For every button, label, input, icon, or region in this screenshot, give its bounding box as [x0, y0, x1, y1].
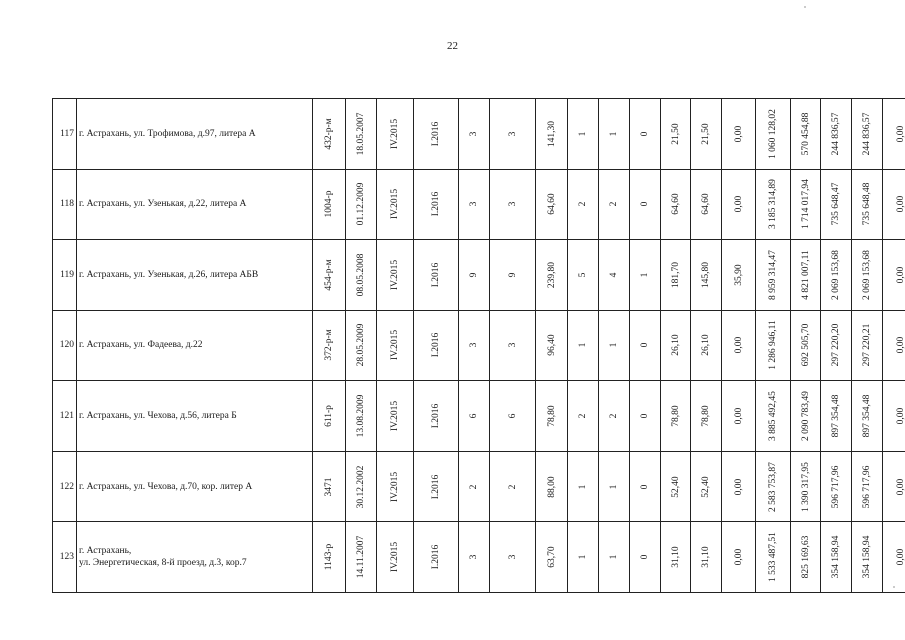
- cell-value: 52,40: [670, 475, 681, 498]
- value-cell: [630, 451, 661, 522]
- value-cell: [459, 451, 490, 522]
- cell-value: 1: [578, 131, 588, 137]
- address-cell: [77, 451, 313, 522]
- value-cell: [722, 99, 756, 170]
- cell-value: 0,00: [733, 407, 744, 425]
- cell-value: 5: [578, 272, 588, 278]
- value-cell: [722, 381, 756, 452]
- value-cell: [490, 99, 536, 170]
- value-cell: [536, 381, 568, 452]
- value-cell: [568, 99, 599, 170]
- cell-value: 0,00: [733, 196, 744, 213]
- cell-value: 0,00: [895, 337, 905, 354]
- value-cell: [568, 169, 599, 240]
- value-cell: [377, 522, 414, 593]
- cell-value: 239,80: [546, 261, 557, 288]
- value-cell: [599, 99, 630, 170]
- address-line: г. Астрахань, ул. Узенькая, д.26, литера АБВ: [79, 269, 259, 280]
- value-cell: [722, 522, 756, 593]
- cell-value: 30.12.2002: [356, 465, 366, 508]
- table-row: [53, 99, 905, 170]
- cell-value: 6: [469, 413, 479, 419]
- cell-value: 0: [640, 131, 650, 137]
- cell-value: 4: [609, 272, 619, 278]
- cell-value: 18.05.2007: [356, 112, 366, 156]
- value-cell: [459, 169, 490, 240]
- cell-value: 9: [507, 272, 518, 278]
- cell-value: 0,00: [895, 196, 905, 213]
- value-cell: [346, 310, 377, 381]
- table-row: [53, 451, 905, 522]
- cell-value: 454-р-м: [324, 259, 334, 291]
- cell-value: 3: [507, 554, 518, 560]
- cell-value: 26,10: [701, 334, 711, 357]
- cell-value: 0: [640, 343, 650, 348]
- cell-value: 2: [609, 201, 619, 207]
- value-cell: [691, 240, 722, 311]
- cell-value: 52,40: [701, 475, 711, 498]
- cell-value: 64,60: [546, 193, 557, 216]
- value-cell: [414, 240, 459, 311]
- cell-value: 14.11.2007: [356, 535, 366, 579]
- cell-value: IV.2015: [390, 400, 400, 432]
- value-cell: [852, 451, 883, 522]
- table-row: [53, 522, 905, 593]
- cell-value: 1: [609, 484, 619, 489]
- cell-value: I.2016: [431, 333, 441, 358]
- value-cell: [313, 99, 346, 170]
- value-cell: [490, 381, 536, 452]
- value-cell: [346, 99, 377, 170]
- cell-value: 181,70: [670, 261, 681, 288]
- cell-value: 0: [640, 484, 650, 489]
- value-cell: [756, 381, 791, 452]
- value-cell: [630, 169, 661, 240]
- cell-value: 825 169,63: [800, 535, 811, 579]
- value-cell: [313, 522, 346, 593]
- value-cell: [599, 381, 630, 452]
- value-cell: [756, 169, 791, 240]
- cell-value: 1: [609, 131, 619, 137]
- row-number: 118: [53, 169, 77, 240]
- address-cell: [77, 381, 313, 452]
- cell-value: 570 454,88: [800, 112, 811, 156]
- cell-value: 21,50: [670, 123, 681, 145]
- cell-value: 3: [469, 131, 479, 137]
- address-cell: [77, 310, 313, 381]
- page-number: 22: [447, 40, 458, 52]
- value-cell: [756, 99, 791, 170]
- cell-value: IV.2015: [390, 189, 400, 220]
- table-row: [53, 381, 905, 452]
- address-line: ул. Энергетическая, 8-й проезд, д.3, кор.7: [79, 558, 247, 569]
- value-cell: [414, 381, 459, 452]
- value-cell: [722, 310, 756, 381]
- value-cell: [346, 381, 377, 452]
- row-number: 119: [53, 240, 77, 311]
- value-cell: [568, 522, 599, 593]
- cell-value: 145,80: [701, 261, 711, 288]
- cell-value: 3 185 314,89: [768, 179, 778, 230]
- value-cell: [490, 240, 536, 311]
- value-cell: [313, 381, 346, 452]
- cell-value: 354 158,94: [862, 535, 872, 579]
- value-cell: [459, 522, 490, 593]
- value-cell: [459, 240, 490, 311]
- address-line: г. Астрахань, ул. Чехова, д.70, кор. литер А: [79, 481, 253, 492]
- cell-value: 372-р-м: [324, 329, 334, 362]
- cell-value: 78,80: [546, 405, 557, 427]
- value-cell: [536, 240, 568, 311]
- value-cell: [852, 99, 883, 170]
- cell-value: 1 714 017,94: [800, 179, 811, 230]
- cell-value: 0,00: [733, 125, 744, 143]
- cell-value: 141,30: [546, 120, 557, 147]
- value-cell: [852, 240, 883, 311]
- cell-value: 1 533 487,51: [768, 532, 778, 583]
- value-cell: [883, 240, 905, 311]
- value-cell: [883, 99, 905, 170]
- value-cell: [661, 310, 691, 381]
- cell-value: 0: [640, 554, 650, 560]
- address-line: г. Астрахань, ул. Фадеева, д.22: [79, 340, 203, 351]
- cell-value: I.2016: [431, 403, 441, 429]
- value-cell: [459, 99, 490, 170]
- value-cell: [346, 451, 377, 522]
- cell-value: 3471: [324, 477, 334, 497]
- cell-value: 0,00: [895, 548, 905, 566]
- value-cell: [691, 310, 722, 381]
- cell-value: IV.2015: [390, 118, 400, 149]
- cell-value: 0,00: [895, 407, 905, 425]
- cell-value: IV.2015: [390, 542, 400, 573]
- value-cell: [852, 310, 883, 381]
- value-cell: [691, 169, 722, 240]
- cell-value: 0: [640, 201, 650, 207]
- cell-value: 0,00: [895, 266, 905, 284]
- cell-value: I.2016: [431, 121, 441, 147]
- value-cell: [459, 381, 490, 452]
- value-cell: [490, 310, 536, 381]
- value-cell: [791, 240, 821, 311]
- cell-value: 1: [578, 484, 588, 489]
- row-number: 120: [53, 310, 77, 381]
- cell-value: 31,10: [701, 546, 711, 568]
- value-cell: [883, 169, 905, 240]
- table-row: [53, 240, 905, 311]
- value-cell: [313, 451, 346, 522]
- value-cell: [883, 451, 905, 522]
- value-cell: [313, 310, 346, 381]
- cell-value: 596 717,96: [831, 465, 841, 508]
- value-cell: [791, 169, 821, 240]
- cell-value: 6: [507, 413, 518, 419]
- value-cell: [661, 240, 691, 311]
- value-cell: [661, 451, 691, 522]
- value-cell: [536, 451, 568, 522]
- cell-value: 3: [507, 343, 518, 348]
- cell-value: I.2016: [431, 544, 441, 570]
- cell-value: 21,50: [701, 123, 711, 145]
- cell-value: 96,40: [546, 334, 557, 357]
- cell-value: 2: [507, 484, 518, 489]
- value-cell: [599, 240, 630, 311]
- address-line: г. Астрахань, ул. Трофимова, д.97, литера А: [79, 128, 256, 139]
- cell-value: 1 060 128,02: [768, 108, 778, 159]
- address-line: г. Астрахань, ул. Чехова, д.56, литера Б: [79, 411, 237, 422]
- cell-value: 1: [609, 343, 619, 348]
- value-cell: [568, 451, 599, 522]
- value-cell: [490, 169, 536, 240]
- address-cell: [77, 169, 313, 240]
- value-cell: [821, 99, 852, 170]
- address-cell: [77, 240, 313, 311]
- row-number: 122: [53, 451, 77, 522]
- value-cell: [791, 522, 821, 593]
- cell-value: 0,00: [733, 337, 744, 354]
- cell-value: 897 354,48: [831, 394, 841, 438]
- cell-value: 1 286 946,11: [768, 320, 778, 371]
- cell-value: 2: [609, 413, 619, 419]
- value-cell: [346, 522, 377, 593]
- cell-value: 01.12.2009: [356, 182, 366, 226]
- cell-value: 8 959 314,47: [768, 249, 778, 300]
- cell-value: 3: [507, 201, 518, 207]
- value-cell: [791, 99, 821, 170]
- cell-value: 3: [469, 343, 479, 348]
- value-cell: [568, 240, 599, 311]
- cell-value: 897 354,48: [862, 394, 872, 438]
- cell-value: 596 717,96: [862, 465, 872, 508]
- value-cell: [661, 381, 691, 452]
- value-cell: [536, 99, 568, 170]
- value-cell: [883, 381, 905, 452]
- cell-value: I.2016: [431, 262, 441, 288]
- cell-value: 1 390 317,95: [800, 461, 811, 512]
- cell-value: 692 505,70: [800, 324, 811, 367]
- value-cell: [821, 451, 852, 522]
- value-cell: [661, 99, 691, 170]
- cell-value: 2: [578, 413, 588, 419]
- cell-value: 3 885 492,45: [768, 391, 778, 441]
- cell-value: 2: [578, 201, 588, 207]
- cell-value: 1004-р: [324, 190, 334, 218]
- cell-value: 4 821 007,11: [800, 250, 811, 300]
- cell-value: 78,80: [701, 405, 711, 427]
- value-cell: [821, 240, 852, 311]
- value-cell: [852, 169, 883, 240]
- cell-value: IV.2015: [390, 471, 400, 502]
- cell-value: IV.2015: [390, 259, 400, 290]
- address-line: г. Астрахань,: [79, 546, 132, 557]
- value-cell: [821, 310, 852, 381]
- value-cell: [377, 310, 414, 381]
- value-cell: [756, 310, 791, 381]
- value-cell: [377, 169, 414, 240]
- cell-value: 0,00: [895, 478, 905, 495]
- cell-value: 35,90: [733, 264, 744, 286]
- table-row: [53, 169, 905, 240]
- cell-value: 08.05.2008: [356, 253, 366, 297]
- value-cell: [568, 310, 599, 381]
- cell-value: 88,00: [546, 475, 557, 498]
- cell-value: 0,00: [733, 548, 744, 566]
- value-cell: [756, 240, 791, 311]
- value-cell: [414, 310, 459, 381]
- value-cell: [313, 240, 346, 311]
- value-cell: [756, 451, 791, 522]
- value-cell: [630, 381, 661, 452]
- value-cell: [459, 310, 490, 381]
- cell-value: 2: [469, 484, 479, 489]
- value-cell: [377, 240, 414, 311]
- cell-value: 78,80: [670, 405, 681, 427]
- value-cell: [536, 169, 568, 240]
- value-cell: [630, 240, 661, 311]
- value-cell: [377, 99, 414, 170]
- value-cell: [414, 451, 459, 522]
- cell-value: 0: [640, 413, 650, 419]
- value-cell: [377, 381, 414, 452]
- cell-value: 1: [578, 343, 588, 348]
- value-cell: [791, 451, 821, 522]
- cell-value: 1: [609, 554, 619, 560]
- cell-value: 3: [507, 131, 518, 137]
- value-cell: [630, 522, 661, 593]
- cell-value: 244 836,57: [831, 112, 841, 156]
- value-cell: [599, 522, 630, 593]
- value-cell: [852, 381, 883, 452]
- value-cell: [821, 522, 852, 593]
- value-cell: [691, 451, 722, 522]
- cell-value: 3: [469, 201, 479, 207]
- cell-value: 63,70: [546, 546, 557, 568]
- cell-value: IV.2015: [390, 330, 400, 361]
- value-cell: [722, 451, 756, 522]
- row-number: 121: [53, 381, 77, 452]
- cell-value: 9: [469, 272, 479, 278]
- value-cell: [377, 451, 414, 522]
- value-cell: [756, 522, 791, 593]
- value-cell: [536, 522, 568, 593]
- value-cell: [791, 310, 821, 381]
- value-cell: [722, 169, 756, 240]
- value-cell: [414, 522, 459, 593]
- value-cell: [414, 169, 459, 240]
- address-cell: [77, 522, 313, 593]
- cell-value: 2 583 753,87: [768, 461, 778, 512]
- value-cell: [791, 381, 821, 452]
- value-cell: [852, 522, 883, 593]
- cell-value: 735 648,48: [862, 182, 872, 226]
- value-cell: [722, 240, 756, 311]
- value-cell: [661, 522, 691, 593]
- row-number: 123: [53, 522, 77, 593]
- cell-value: I.2016: [431, 192, 441, 217]
- cell-value: 1: [640, 272, 650, 278]
- cell-value: 2 069 153,68: [862, 249, 872, 300]
- value-cell: [883, 522, 905, 593]
- table-row: [53, 310, 905, 381]
- cell-value: I.2016: [431, 474, 441, 499]
- value-cell: [691, 99, 722, 170]
- cell-value: 244 836,57: [862, 112, 872, 156]
- address-cell: [77, 99, 313, 170]
- cell-value: 297 220,21: [862, 324, 872, 367]
- value-cell: [599, 169, 630, 240]
- value-cell: [599, 451, 630, 522]
- value-cell: [414, 99, 459, 170]
- address-line: г. Астрахань, ул. Узенькая, д.22, литера А: [79, 199, 247, 210]
- value-cell: [661, 169, 691, 240]
- value-cell: [346, 169, 377, 240]
- cell-value: 26,10: [670, 334, 681, 357]
- value-cell: [821, 381, 852, 452]
- cell-value: 31,10: [670, 546, 681, 568]
- cell-value: 1: [578, 554, 588, 560]
- value-cell: [346, 240, 377, 311]
- value-cell: [490, 522, 536, 593]
- value-cell: [568, 381, 599, 452]
- cell-value: 13.08.2009: [356, 394, 366, 438]
- cell-value: 64,60: [701, 193, 711, 216]
- value-cell: [630, 310, 661, 381]
- row-number: 117: [53, 99, 77, 170]
- cell-value: 432-р-м: [324, 118, 334, 150]
- cell-value: 2 069 153,68: [831, 249, 841, 300]
- cell-value: 297 220,20: [831, 324, 841, 367]
- cell-value: 2 090 783,49: [800, 391, 811, 441]
- value-cell: [313, 169, 346, 240]
- cell-value: 64,60: [670, 193, 681, 216]
- value-cell: [691, 381, 722, 452]
- value-cell: [599, 310, 630, 381]
- value-cell: [691, 522, 722, 593]
- cell-value: 3: [469, 554, 479, 560]
- cell-value: 735 648,47: [831, 182, 841, 226]
- value-cell: [821, 169, 852, 240]
- scan-speck: [804, 6, 806, 8]
- cell-value: 0,00: [895, 125, 905, 143]
- value-cell: [630, 99, 661, 170]
- value-cell: [490, 451, 536, 522]
- cell-value: 611-р: [324, 405, 334, 427]
- cell-value: 354 158,94: [831, 535, 841, 579]
- value-cell: [536, 310, 568, 381]
- cell-value: 1143-р: [324, 543, 334, 571]
- cell-value: 28.05.2009: [356, 324, 366, 367]
- cell-value: 0,00: [733, 478, 744, 495]
- value-cell: [883, 310, 905, 381]
- housing-registry-table: [52, 98, 905, 593]
